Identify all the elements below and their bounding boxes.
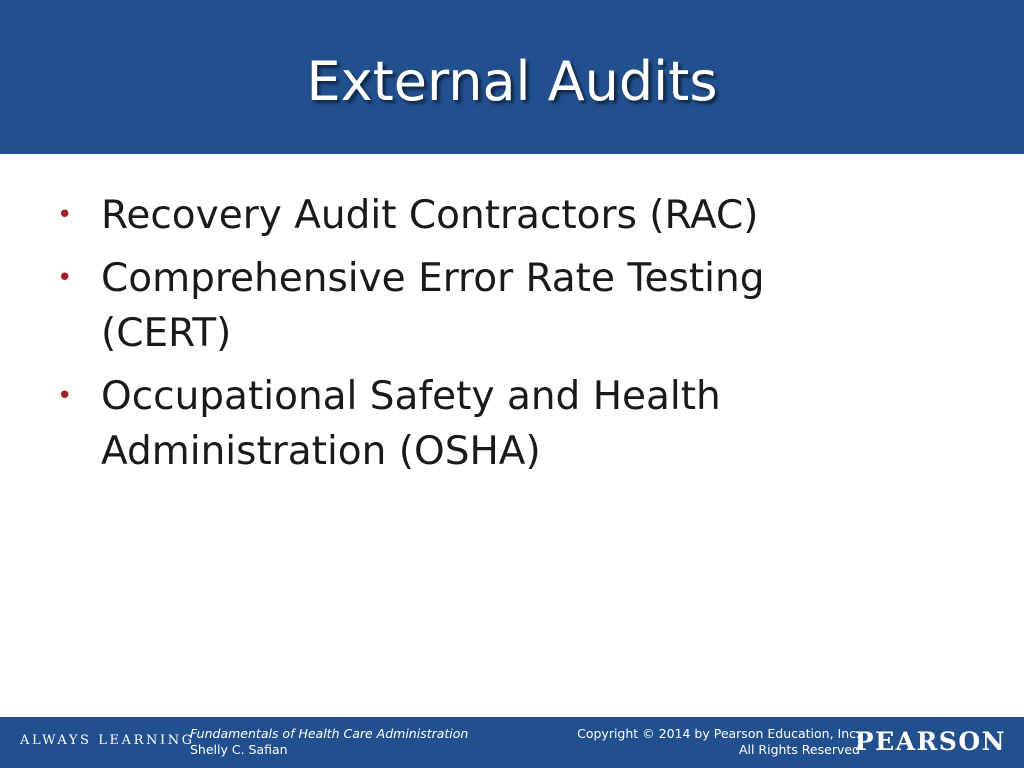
copyright-notice [577, 726, 860, 758]
bullet-item [0, 369, 881, 479]
title-bar [0, 0, 1024, 154]
rights-line: All Rights Reserved [738, 742, 860, 757]
bullet-dot-icon: • [57, 200, 73, 230]
bullet-list [0, 188, 1024, 487]
bullet-text: Recovery Audit Contractors (RAC) [101, 193, 759, 238]
book-title: Fundamentals of Health Care Administration [190, 726, 469, 741]
bullet-dot-icon: • [57, 381, 73, 411]
pearson-logo: PEARSON [854, 727, 1006, 756]
bullet-text: Occupational Safety and Health Administration (OSHA) [101, 374, 721, 474]
footer-tagline: ALWAYS LEARNING [20, 733, 195, 748]
slide-title: External Audits [306, 50, 718, 113]
bullet-text: Comprehensive Error Rate Testing (CERT) [101, 256, 765, 356]
bullet-dot-icon: • [57, 263, 73, 293]
book-info [190, 726, 468, 758]
book-author: Shelly C. Safian [190, 742, 288, 757]
footer-bar [0, 717, 1024, 768]
bullet-item [0, 188, 881, 243]
copyright-line: Copyright © 2014 by Pearson Education, Inc. [577, 726, 860, 741]
bullet-item [0, 251, 881, 361]
